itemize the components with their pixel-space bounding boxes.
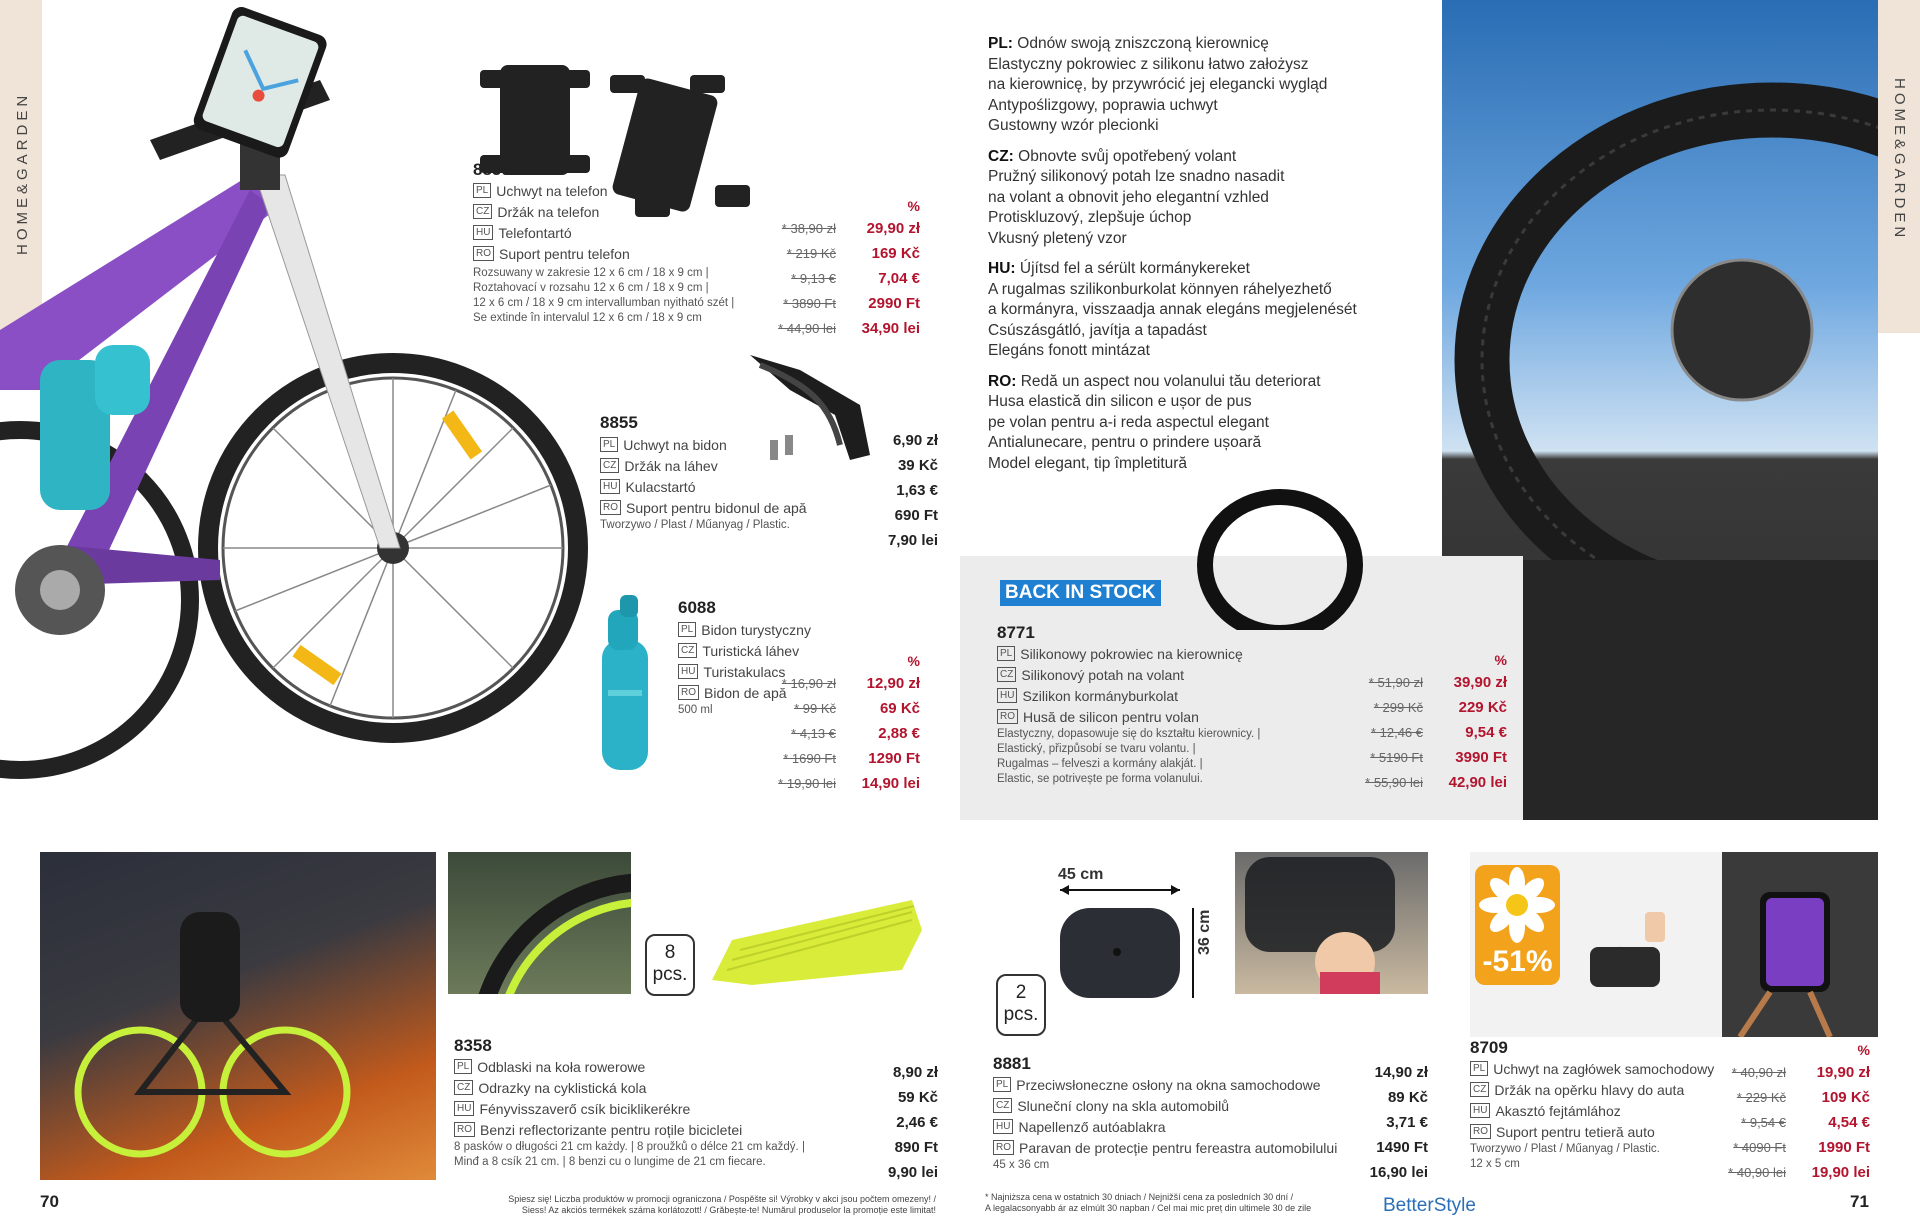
new-price: 39,90 zł: [1453, 674, 1507, 691]
old-price: * 51,90 zł: [1368, 675, 1423, 690]
product-6088-cz: CZ Turistická láhev: [678, 640, 811, 661]
name-ro: Suport pentru telefon: [499, 245, 630, 262]
new-price: 34,90 lei: [861, 320, 920, 337]
product-8859-prices: [760, 198, 920, 341]
name-ro: Suport pentru bidonul de apă: [626, 499, 807, 516]
desc-line: Gustowny wzór plecionki: [988, 117, 1159, 134]
steering-cover-ring-photo: [1195, 480, 1365, 630]
price: 890 Ft: [894, 1139, 938, 1156]
product-8358-cz: CZ Odrazky na cyklistická kola: [454, 1077, 805, 1098]
product-8358-prices: [820, 1060, 938, 1185]
lang-tag: HU:: [988, 260, 1016, 277]
old-price: * 5190 Ft: [1370, 750, 1423, 765]
name-hu: Szilikon kormányburkolat: [1022, 687, 1179, 704]
pcs-count: 8: [664, 942, 676, 963]
product-8855-prices: [830, 428, 938, 553]
note-line: Minđ a 8 csík 21 cm. | 8 benzi cu o lungime de 21 cm fiecare.: [454, 1156, 766, 1168]
page-number-right: 71: [1850, 1192, 1869, 1211]
name-pl: Uchwyt na bidon: [623, 436, 727, 453]
headrest-hook-photo: [1470, 852, 1878, 1037]
product-8771-cz: CZ Silikonový potah na volant: [997, 664, 1260, 685]
product-8855-hu: HU Kulacstartó: [600, 476, 807, 497]
note-line: Tworzywo / Plast / Műanyag / Plastic.: [1470, 1143, 1660, 1155]
footer-line: * Najniższa cena w ostatnich 30 dniach / Nejnižší cena za posledních 30 dní /: [985, 1192, 1294, 1202]
new-price: 29,90 zł: [866, 220, 920, 237]
product-8859-ro: RO Suport pentru telefon: [473, 243, 734, 264]
product-8709-prices: [1718, 1042, 1870, 1185]
old-price: * 44,90 lei: [778, 321, 836, 336]
note-line: Elastický, přizpůsobí se tvaru volantu. |: [997, 743, 1196, 755]
new-price: 2,88 €: [878, 725, 920, 742]
page-number-left: 70: [40, 1192, 59, 1211]
desc-line: Csúszásgátló, javítja a tapadást: [988, 321, 1207, 339]
old-price: * 299 Kč: [1373, 700, 1423, 715]
note-line: Rugalmas – felveszi a kormány alakját. |: [997, 758, 1203, 770]
discount-value: -51%: [1482, 945, 1553, 978]
new-price: 19,90 lei: [1811, 1164, 1870, 1181]
dimension-height-label: 36 cm: [1196, 909, 1213, 955]
new-price: 2990 Ft: [868, 295, 920, 312]
price: 6,90 zł: [892, 432, 938, 449]
wheel-reflector-photo: [448, 852, 631, 994]
desc-line: Redă un aspect nou volanului tău deteriorat: [1020, 372, 1321, 390]
note-line: Rozsuwany w zakresie 12 x 6 cm / 18 x 9 cm |: [473, 267, 709, 279]
note-line: Roztahovací v rozsahu 12 x 6 cm / 18 x 9 cm |: [473, 282, 709, 294]
product-8859-cz: CZ Držák na telefon: [473, 201, 734, 222]
old-price: * 40,90 lei: [1728, 1165, 1786, 1180]
product-8709-ro: RO Suport pentru tetieră auto: [1470, 1121, 1714, 1142]
desc-line: na kierownicę, by przywrócić jej elegancki wygląd: [988, 76, 1328, 93]
percent-sign: %: [907, 653, 920, 669]
note-line: 500 ml: [678, 704, 713, 716]
name-cz: Turistická láhev: [702, 642, 800, 659]
product-8709-pl: PL Uchwyt na zagłówek samochodowy: [1470, 1058, 1714, 1079]
price: 39 Kč: [897, 457, 938, 474]
old-price: * 40,90 zł: [1731, 1065, 1786, 1080]
product-8855-pl: PL Uchwyt na bidon: [600, 434, 807, 455]
product-8855-names: [600, 434, 807, 533]
sunshade-photo: [1055, 880, 1195, 1010]
description-pl: [988, 34, 1428, 137]
new-price: 229 Kč: [1458, 699, 1507, 716]
desc-line: Vkusný pletený vzor: [988, 229, 1127, 247]
name-hu: Turistakulacs: [703, 663, 786, 680]
note-line: 8 pasków o długości 21 cm każdy. | 8 proužků o délce 21 cm každý. |: [454, 1141, 805, 1153]
footer-line: A legalacsonyabb ár az elmúlt 30 napban / Cel mai mic preț din ultimele 30 de zile: [985, 1203, 1312, 1213]
name-ro: Paravan de protecție pentru fereastra automobilului: [1019, 1139, 1338, 1156]
desc-line: pe volan pentru a-i reda aspectul elegant: [988, 413, 1269, 431]
lang-tag: CZ:: [988, 147, 1014, 165]
old-price: * 9,13 €: [791, 271, 836, 286]
name-cz: Držák na telefon: [497, 203, 600, 220]
name-cz: Odrazky na cyklistická kola: [478, 1079, 647, 1096]
side-label-right: HOME&GARDEN: [1891, 78, 1908, 242]
note-line: 45 x 36 cm: [993, 1159, 1050, 1171]
old-price: * 229 Kč: [1736, 1090, 1786, 1105]
old-price: * 38,90 zł: [781, 221, 836, 236]
price: 9,90 lei: [887, 1164, 938, 1181]
desc-line: Antialunecare, pentru o prindere ușoară: [988, 434, 1262, 451]
product-6088-prices: [760, 653, 920, 796]
product-8881-names: [993, 1074, 1337, 1173]
product-8358-hu: HU Fényvisszaverő csík biciklikerékre: [454, 1098, 805, 1119]
product-8358-pl: PL Odblaski na koła rowerowe: [454, 1056, 805, 1077]
name-hu: Kulacstartó: [625, 478, 696, 495]
footer-line: Siess! Az akciós termékek száma korlátozott! / Grăbește-te! Numărul produselor la promoție este limitat!: [521, 1205, 936, 1215]
product-8855-ro: RO Suport pentru bidonul de apă: [600, 497, 807, 518]
name-cz: Držák na láhev: [624, 457, 718, 474]
product-6088-pl: PL Bidon turystyczny: [678, 619, 811, 640]
desc-line: Antypoślizgowy, poprawia uchwyt: [988, 96, 1218, 114]
name-pl: Uchwyt na telefon: [496, 182, 608, 199]
product-8771-pl: PL Silikonowy pokrowiec na kierownicę: [997, 643, 1260, 664]
desc-line: Odnów swoją zniszczoną kierownicę: [1017, 35, 1269, 52]
name-pl: Uchwyt na zagłówek samochodowy: [1493, 1060, 1715, 1077]
product-code-8771: 8771: [997, 623, 1035, 642]
note-line: Tworzywo / Plast / Műanyag / Plastic.: [600, 519, 790, 531]
product-8881-hu: HU Napellenző autóablakra: [993, 1116, 1337, 1137]
product-code-6088: 6088: [678, 598, 716, 617]
name-hu: Napellenző autóablakra: [1018, 1118, 1166, 1135]
back-in-stock-badge: BACK IN STOCK: [1000, 580, 1161, 606]
desc-line: Model elegant, tip împletitură: [988, 454, 1188, 472]
product-8881-ro: RO Paravan de protecție pentru fereastra automobilului: [993, 1137, 1337, 1158]
product-8771-ro: RO Husă de silicon pentru volan: [997, 706, 1260, 727]
description-cz: [988, 147, 1428, 250]
pcs-badge-2: [996, 974, 1046, 1036]
percent-sign: %: [1857, 1042, 1870, 1058]
new-price: 1990 Ft: [1818, 1139, 1870, 1156]
new-price: 14,90 lei: [861, 775, 920, 792]
lang-tag: RO:: [988, 372, 1017, 390]
product-6088-hu: HU Turistakulacs: [678, 661, 811, 682]
product-code-8709: 8709: [1470, 1038, 1508, 1057]
desc-line: Obnovte svůj opotřebený volant: [1018, 147, 1237, 165]
note-line: 12 x 5 cm: [1470, 1158, 1520, 1170]
name-cz: Silikonový potah na volant: [1021, 666, 1185, 683]
price: 7,90 lei: [887, 532, 938, 549]
product-8881-prices: [1340, 1060, 1428, 1185]
new-price: 7,04 €: [878, 270, 920, 287]
water-bottle-photo: [590, 590, 660, 775]
price: 89 Kč: [1387, 1089, 1428, 1106]
old-price: * 9,54 €: [1741, 1115, 1786, 1130]
footer-disclaimer-right: [985, 1192, 1385, 1214]
old-price: * 4090 Ft: [1733, 1140, 1786, 1155]
pcs-word: pcs.: [652, 964, 688, 985]
desc-line: Pružný silikonový potah lze snadno nasadit: [988, 168, 1285, 185]
product-6088-ro: RO Bidon de apă: [678, 682, 811, 703]
description-hu: [988, 259, 1428, 362]
reflector-strips-photo: [712, 890, 927, 985]
product-8709-hu: HU Akasztó fejtámlához: [1470, 1100, 1714, 1121]
old-price: * 12,46 €: [1370, 725, 1423, 740]
desc-line: Husa elastică din silicon e ușor de pus: [988, 393, 1252, 410]
product-8855-cz: CZ Držák na láhev: [600, 455, 807, 476]
old-price: * 219 Kč: [786, 246, 836, 261]
footer-line: Spiesz się! Liczba produktów w promocji ograniczona / Pospěšte si! Výrobky v akci jsou počtem omezeny! /: [508, 1194, 936, 1204]
side-tab-right: [1878, 0, 1920, 333]
name-pl: Bidon turystyczny: [701, 621, 811, 638]
desc-line: Elastyczny pokrowiec z silikonu łatwo założysz: [988, 55, 1309, 73]
pcs-badge-8: [645, 934, 695, 996]
lang-tag: PL:: [988, 35, 1013, 52]
pcs-count: 2: [1015, 982, 1027, 1003]
steering-cover-description: [988, 34, 1428, 484]
price: 59 Kč: [897, 1089, 938, 1106]
product-8881-cz: CZ Sluneční clony na skla automobilů: [993, 1095, 1337, 1116]
old-price: * 3890 Ft: [783, 296, 836, 311]
new-price: 12,90 zł: [866, 675, 920, 692]
product-8881-pl: PL Przeciwsłoneczne osłony na okna samochodowe: [993, 1074, 1337, 1095]
product-8859-hu: HU Telefontartó: [473, 222, 734, 243]
old-price: * 99 Kč: [794, 701, 836, 716]
name-pl: Silikonowy pokrowiec na kierownicę: [1020, 645, 1243, 662]
desc-line: a kormányra, visszaadja annak elegáns megjelenését: [988, 301, 1357, 318]
name-pl: Przeciwsłoneczne osłony na okna samochodowe: [1016, 1076, 1321, 1093]
percent-sign: %: [1494, 652, 1507, 668]
note-line: Elastyczny, dopasowuje się do kształtu kierownicy. |: [997, 728, 1261, 740]
product-code-8859: 8859: [473, 160, 511, 179]
price: 1490 Ft: [1376, 1139, 1428, 1156]
product-8859-pl: PL Uchwyt na telefon: [473, 180, 734, 201]
new-price: 19,90 zł: [1816, 1064, 1870, 1081]
desc-line: A rugalmas szilikonburkolat könnyen ráhelyezhető: [988, 280, 1332, 298]
product-8709-cz: CZ Držák na opěrku hlavy do auta: [1470, 1079, 1714, 1100]
new-price: 9,54 €: [1465, 724, 1507, 741]
footer-disclaimer-left: [470, 1194, 936, 1216]
name-ro: Suport pentru tetieră auto: [1496, 1123, 1655, 1140]
price: 2,46 €: [896, 1114, 938, 1131]
old-price: * 1690 Ft: [783, 751, 836, 766]
name-hu: Fényvisszaverő csík biciklikerékre: [479, 1100, 691, 1117]
old-price: * 16,90 zł: [781, 676, 836, 691]
product-code-8358: 8358: [454, 1036, 492, 1055]
car-window-baby-photo: [1235, 852, 1428, 994]
product-8358-names: [454, 1056, 805, 1170]
new-price: 4,54 €: [1828, 1114, 1870, 1131]
desc-line: Elegáns fonott mintázat: [988, 342, 1150, 359]
new-price: 169 Kč: [871, 245, 920, 262]
pcs-word: pcs.: [1003, 1004, 1039, 1025]
product-code-8881: 8881: [993, 1054, 1031, 1073]
price: 16,90 lei: [1369, 1164, 1428, 1181]
night-bike-photo: [40, 852, 436, 1180]
name-hu: Akasztó fejtámlához: [1495, 1102, 1621, 1119]
price: 1,63 €: [896, 482, 938, 499]
note-line: 12 x 6 cm / 18 x 9 cm intervallumban nyitható szét |: [473, 297, 735, 309]
name-hu: Telefontartó: [498, 224, 572, 241]
price: 690 Ft: [894, 507, 938, 524]
product-8358-ro: RO Benzi reflectorizante pentru roțile bicicletei: [454, 1119, 805, 1140]
old-price: * 4,13 €: [791, 726, 836, 741]
price: 3,71 €: [1386, 1114, 1428, 1131]
name-cz: Sluneční clony na skla automobilů: [1017, 1097, 1230, 1114]
name-ro: Bidon de apă: [704, 684, 787, 701]
product-8771-names: [997, 643, 1260, 787]
old-price: * 55,90 lei: [1365, 775, 1423, 790]
name-ro: Husă de silicon pentru volan: [1023, 708, 1199, 725]
product-8709-names: [1470, 1058, 1714, 1172]
note-line: Elastic, se potrivește pe forma volanului.: [997, 773, 1203, 785]
new-price: 42,90 lei: [1448, 774, 1507, 791]
name-pl: Odblaski na koła rowerowe: [477, 1058, 646, 1075]
description-ro: [988, 372, 1428, 475]
new-price: 69 Kč: [879, 700, 920, 717]
new-price: 3990 Ft: [1455, 749, 1507, 766]
product-code-8855: 8855: [600, 413, 638, 432]
desc-line: Újítsd fel a sérült kormánykereket: [1019, 260, 1250, 277]
desc-line: Protiskluzový, zlepšuje úchop: [988, 209, 1192, 226]
old-price: * 19,90 lei: [778, 776, 836, 791]
new-price: 109 Kč: [1821, 1089, 1870, 1106]
product-8771-prices: [1355, 652, 1507, 795]
dimension-width-label: 45 cm: [1058, 866, 1104, 883]
product-8771-hu: HU Szilikon kormányburkolat: [997, 685, 1260, 706]
brand-logo: BetterStyle: [1383, 1195, 1476, 1216]
percent-sign: %: [907, 198, 920, 214]
product-8859-names: [473, 180, 734, 326]
side-label-left: HOME&GARDEN: [14, 91, 31, 255]
new-price: 1290 Ft: [868, 750, 920, 767]
price: 8,90 zł: [892, 1064, 938, 1081]
price: 14,90 zł: [1374, 1064, 1428, 1081]
name-ro: Benzi reflectorizante pentru roțile bicicletei: [480, 1121, 743, 1138]
name-cz: Držák na opěrku hlavy do auta: [1494, 1081, 1685, 1098]
note-line: Se extinde în intervalul 12 x 6 cm / 18 x 9 cm: [473, 312, 702, 324]
desc-line: na volant a obnovit jeho elegantní vzhled: [988, 188, 1269, 206]
